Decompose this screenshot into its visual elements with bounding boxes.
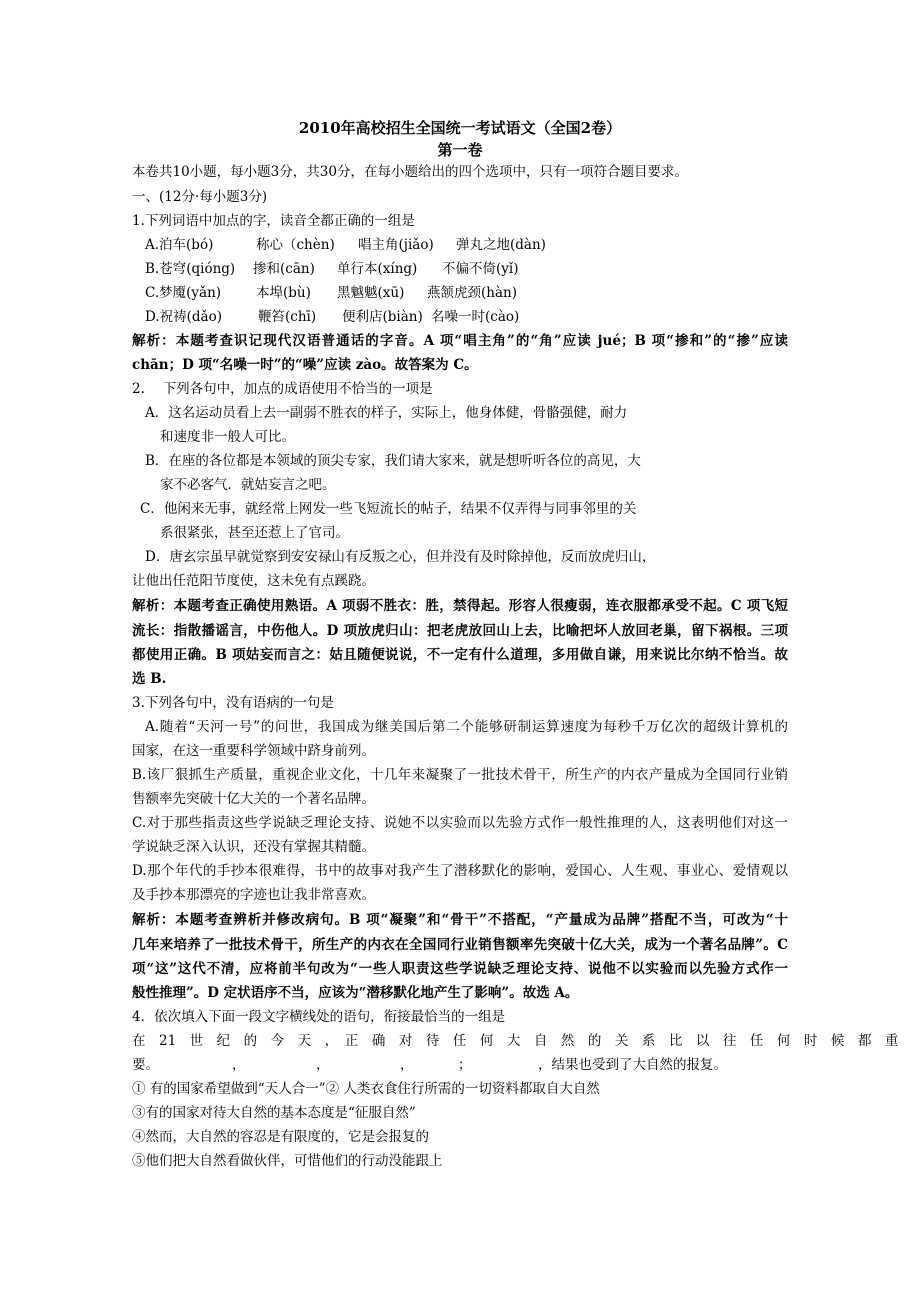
q1-c-4: 燕颔虎颈(hàn) [427, 285, 517, 301]
q3-analysis-line-2: 几年来培养了一批技术骨干，所生产的内衣在全国同行业销售额率先突破十亿大关，成为一个著名品牌”。C [132, 937, 788, 953]
exam-title: 2010年高校招生全国统一考试语文（全国2卷） [298, 119, 622, 137]
q1-d-1: D.祝祷(dǎo) [145, 309, 222, 325]
q3-line-6: 学说缺乏深入认识，还没有掌握其精髓。 [132, 839, 375, 855]
q3-line-4: 售额率先突破十亿大关的一个著名品牌。 [132, 791, 375, 807]
q3-line-3: B.该厂狠抓生产质量，重视企业文化，十几年来凝聚了一批技术骨干，所生产的内衣产量成为全国同行业销 [132, 767, 788, 783]
q4-para-end: ，结果也受到了大自然的报复。 [538, 1057, 727, 1073]
q2-line-2: 和速度非一般人可比。 [160, 429, 295, 445]
q1-c-3: 黑魆魆(xū) [337, 285, 405, 301]
q2-line-5: C．他闲来无事，就经常上网发一些飞短流长的帖子，结果不仅弄得与同事邻里的关 [140, 501, 637, 517]
q4-blank-1: ， [232, 1057, 246, 1073]
q4-item-2: ③有的国家对待大自然的基本态度是“征服自然” [132, 1105, 416, 1121]
q1-d-4: 名噪一时(cào) [431, 309, 520, 325]
q1-d-2: 鞭笞(chī) [258, 309, 317, 325]
q4-item-4: ⑤他们把大自然看做伙伴，可惜他们的行动没能跟上 [132, 1153, 443, 1169]
q3-line-7: D.那个年代的手抄本很难得，书中的故事对我产生了潜移默化的影响，爱国心、人生观、事业心、爱情观以 [132, 863, 788, 879]
q3-analysis-line-4: 般性推理”。D 定状语序不当，应该为“潜移默化地产生了影响”。故选 A。 [132, 985, 579, 1001]
q2-analysis-line-3: 都使用正确。B 项姑妄而言之：姑且随便说说，不一定有什么道理，多用做自谦，用来说比尔纳不恰当。故 [132, 647, 788, 663]
q4-blank-3: ， [400, 1057, 414, 1073]
q4-item-1: ① 有的国家希望做到“天人合一”② 人类衣食住行所需的一切资料都取自大自然 [132, 1081, 600, 1097]
q4-stem: 4．依次填入下面一段文字横线处的语句，衔接最恰当的一组是 [132, 1009, 506, 1025]
q1-b-2: 掺和(cān) [253, 261, 315, 277]
q1-a-1: A.泊车(bó) [145, 237, 214, 253]
q2-line-8: 让他出任范阳节度使，这未免有点蹊跷。 [132, 573, 375, 589]
section-heading: 一、(12分·每小题3分) [132, 189, 268, 205]
q1-b-4: 不偏不倚(yǐ) [442, 261, 519, 277]
q1-analysis-line-2: chān；D 项“名噪一时”的“噪”应读 zào。故答案为 C。 [132, 357, 478, 373]
q1-c-2: 本埠(bù) [256, 285, 311, 301]
q3-line-5: C.对于那些指责这些学说缺乏理论支持、说她不以实验而以先验方式作一般性推理的人，这表明他们对这一 [132, 815, 788, 831]
q2-line-7: D．唐玄宗虽早就觉察到安安禄山有反叛之心，但并没有及时除掉他，反而放虎归山， [145, 549, 656, 565]
q1-a-3: 唱主角(jiǎo) [358, 237, 434, 253]
q2-line-1: A．这名运动员看上去一副弱不胜衣的样子，实际上，他身体健，骨骼强健，耐力 [145, 405, 628, 421]
q1-d-3: 便利店(biàn) [342, 309, 423, 325]
q3-analysis-line-3: 项“这”这代不清，应将前半句改为“一些人职责这些学说缺乏理论支持、说他不以实验而以先验方式作一 [132, 961, 788, 977]
exam-intro: 本卷共10小题，每小题3分，共30分，在每小题给出的四个选项中，只有一项符合题目要求。 [132, 164, 688, 180]
q1-stem: 1.下列词语中加点的字，读音全都正确的一组是 [132, 213, 415, 229]
q2-line-4: 家不必客气．就姑妄言之吧。 [160, 477, 336, 493]
q4-blank-4: ； [458, 1057, 472, 1073]
q1-b-1: B.苍穹(qióng) [145, 261, 236, 277]
q2-analysis-line-1: 解析：本题考查正确使用熟语。A 项弱不胜衣：胜，禁得起。形容人很瘦弱，连衣服都承受不起。C 项飞短 [132, 598, 788, 614]
exam-subtitle: 第一卷 [437, 141, 483, 159]
q3-line-1: A.随着“天河一号”的问世，我国成为继美国后第二个能够研制运算速度为每秒千万亿次的超级计算机的 [145, 719, 788, 735]
q3-line-2: 国家，在这一重要科学领域中跻身前列。 [132, 743, 375, 759]
q1-a-4: 弹丸之地(dàn) [456, 237, 546, 253]
q3-line-8: 及手抄本那漂亮的字迹也让我非常喜欢。 [132, 887, 375, 903]
q2-analysis-line-4: 选 B. [132, 671, 167, 687]
q4-para-start: 要。 [132, 1057, 159, 1073]
q3-analysis-line-1: 解析：本题考查辨析并修改病句。B 项“凝聚”和“骨干”不搭配，“产量成为品牌”搭配不当，可改为“十 [132, 912, 788, 928]
q2-line-3: B．在座的各位都是本领域的顶尖专家，我们请大家来，就是想听听各位的高见，大 [145, 453, 641, 469]
q4-paragraph-line-1: 在 21 世 纪 的 今 天 ， 正 确 对 待 任 何 大 自 然 的 关 系 比 以 往 任 何 时 候 都 重 [132, 1033, 899, 1049]
q2-stem: 2. 下列各句中，加点的成语使用不恰当的一项是 [132, 381, 433, 397]
q2-line-6: 系很紧张，甚至还惹上了官司。 [160, 525, 349, 541]
q1-c-1: C.梦魇(yǎn) [145, 285, 222, 301]
q2-analysis-line-2: 流长：指散播谣言，中伤他人。D 项放虎归山：把老虎放回山上去，比喻把坏人放回老巢，留下祸根。三项 [132, 623, 788, 639]
q1-analysis-line-1: 解析：本题考查识记现代汉语普通话的字音。A 项“唱主角”的“角”应读 jué；B 项“掺和”的“掺”应读 [132, 333, 788, 349]
q1-b-3: 单行本(xíng) [337, 261, 418, 277]
q4-item-3: ④然而，大自然的容忍是有限度的，它是会报复的 [132, 1129, 429, 1145]
q4-blank-2: ， [316, 1057, 330, 1073]
q1-a-2: 称心（chèn) [256, 237, 335, 253]
q3-stem: 3.下列各句中，没有语病的一句是 [132, 695, 334, 711]
